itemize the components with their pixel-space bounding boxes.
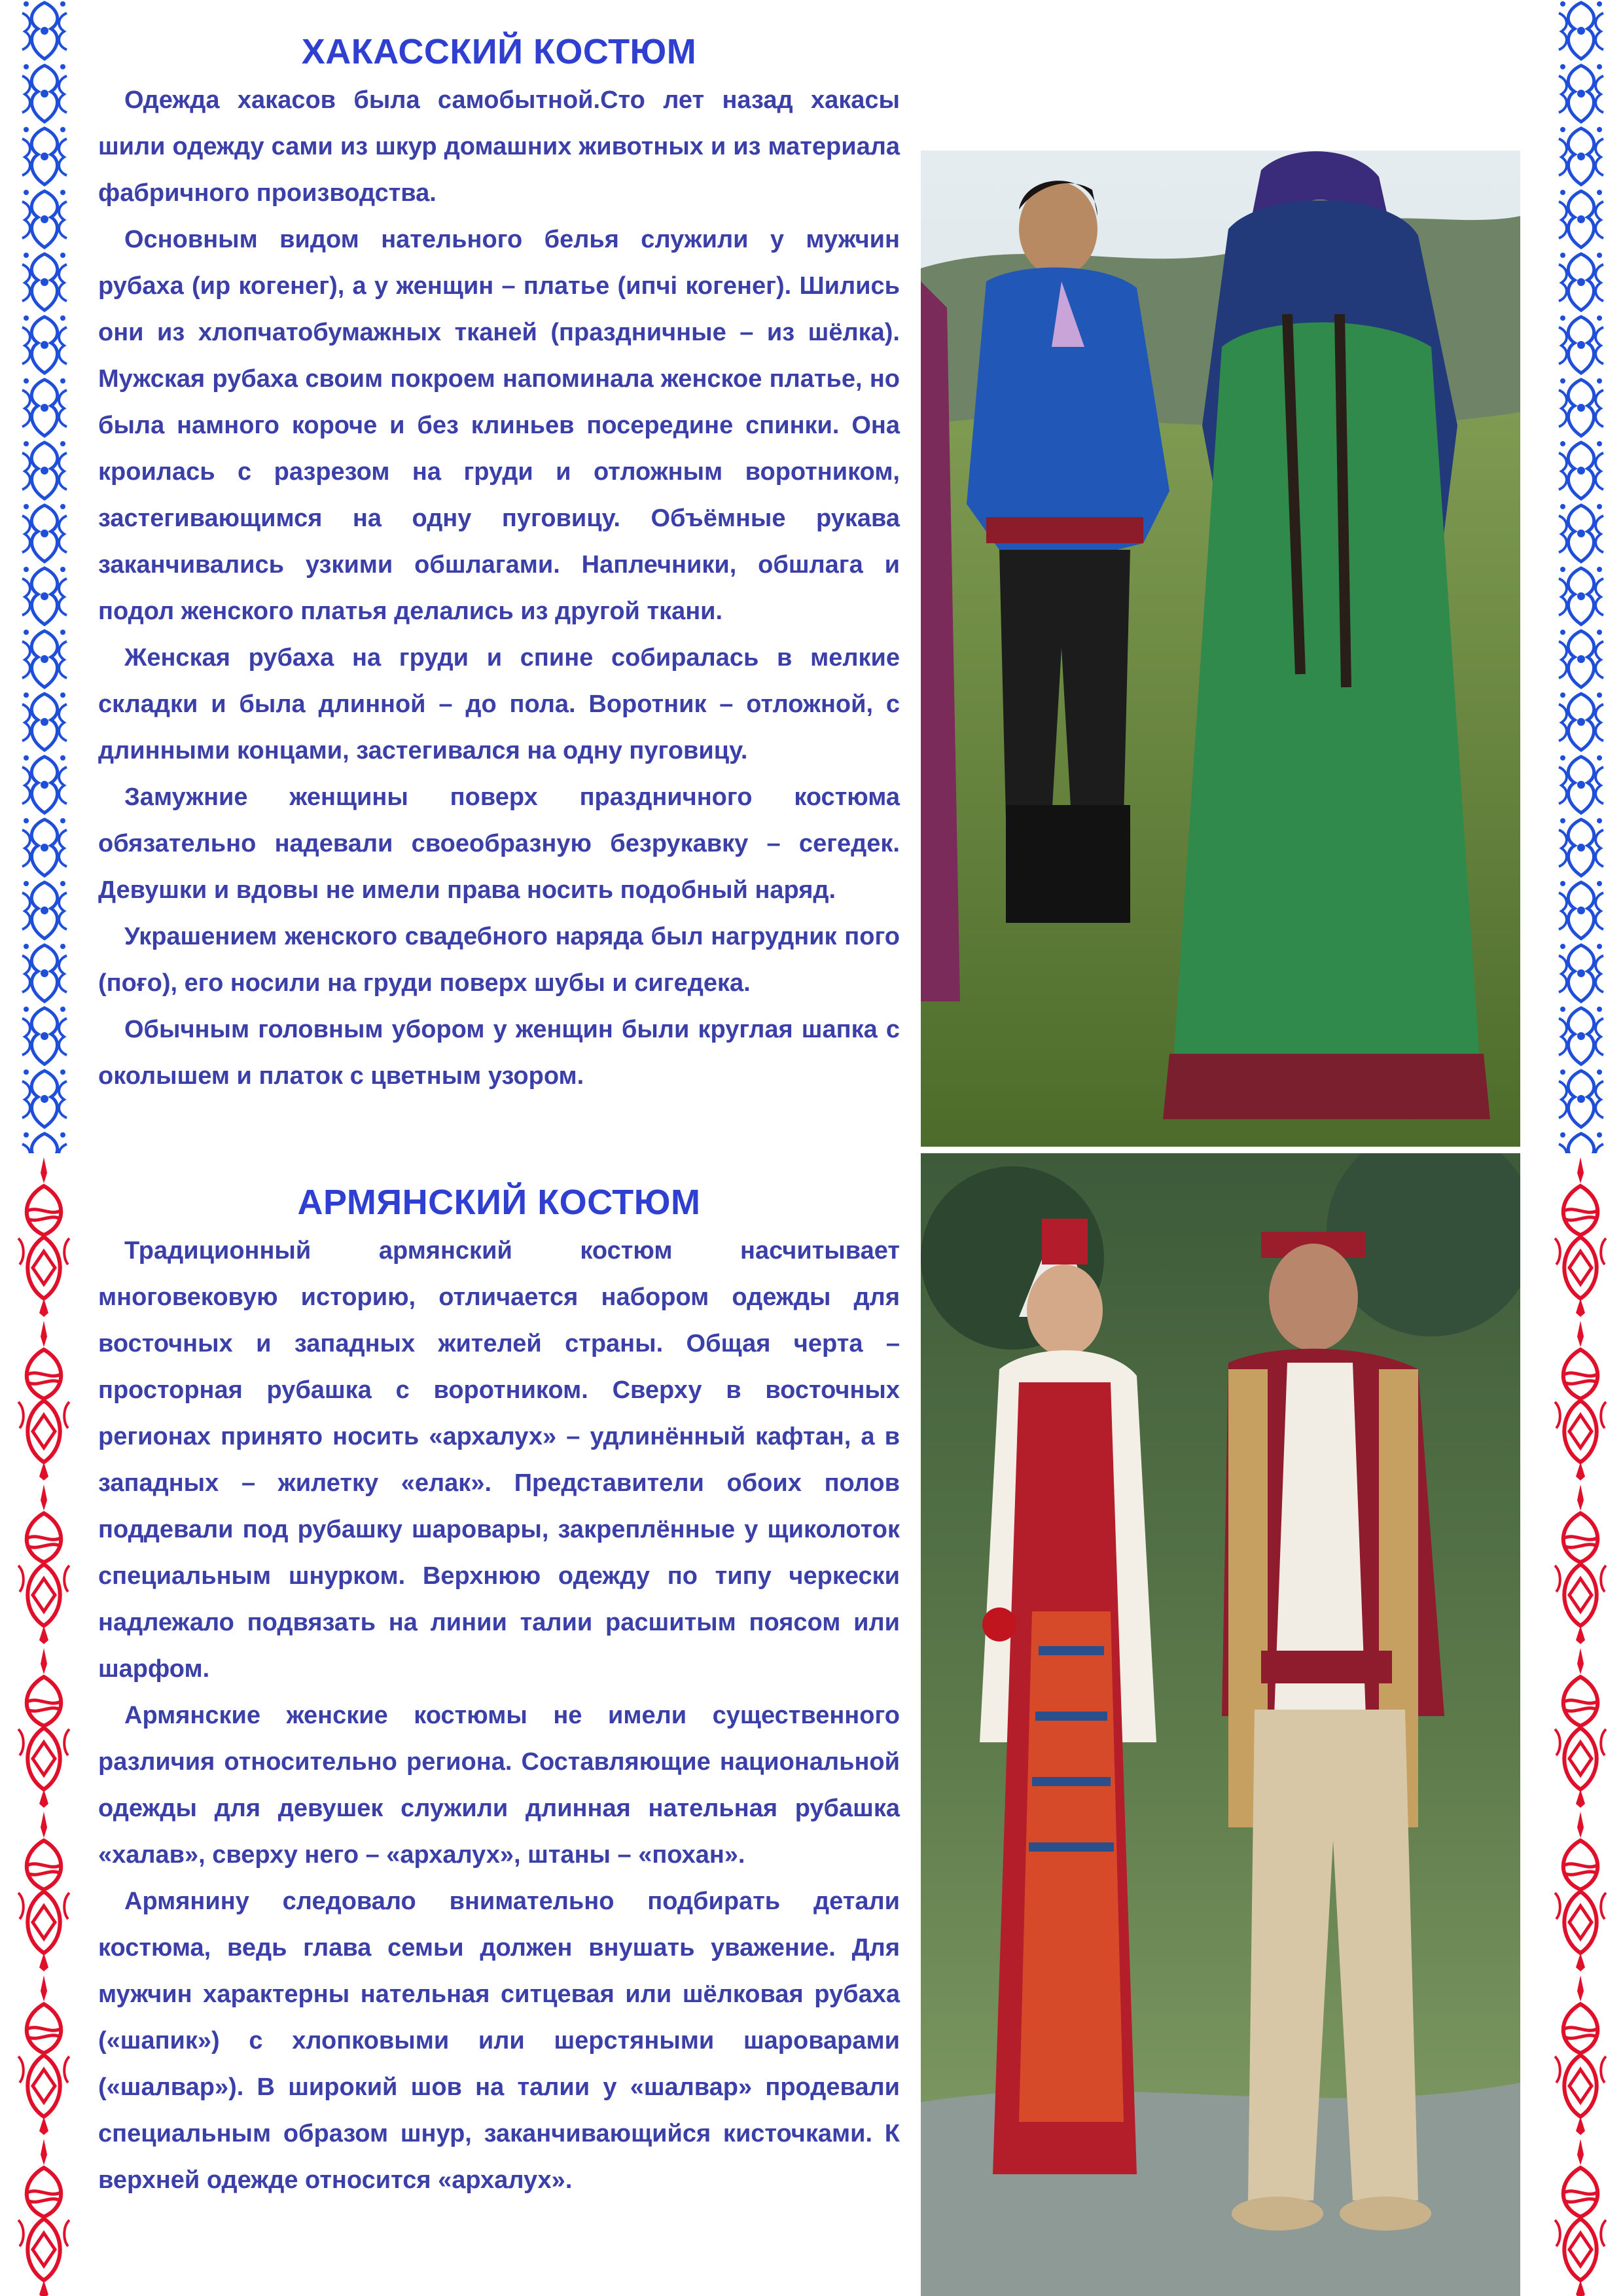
- khakas-paragraph: Женская рубаха на груди и спине собиралась в мелкие складки и была длинной – до пола. Воротник – отложной, с длинными концами, застегивался на одну пуговицу.: [98, 644, 900, 764]
- khakas-paragraph: Замужние женщины поверх праздничного костюма обязательно надевали своеобразную безрукавку – сегедек. Девушки и вдовы не имели права носить подобный наряд.: [98, 783, 900, 904]
- khakas-paragraph: Украшением женского свадебного наряда был нагрудник пого (поғо), его носили на груди поверх шубы и сигедека.: [98, 923, 900, 997]
- khakas-title: ХАКАССКИЙ КОСТЮМ: [301, 32, 697, 71]
- blue-ornament-border-right: [1555, 0, 1607, 1153]
- khakas-costume-photo: [921, 151, 1520, 1147]
- red-ornament-border-right: [1551, 1153, 1610, 2296]
- red-ornament-border-left: [14, 1153, 73, 2296]
- khakas-paragraph: Обычным головным убором у женщин были круглая шапка с околышем и платок с цветным узором.: [98, 1016, 900, 1090]
- armenian-costume-section: [98, 1182, 900, 2204]
- blue-ornament-border-left: [18, 0, 71, 1153]
- armenian-paragraph: Армянские женские костюмы не имели существенного различия относительно региона. Составляющие национальной одежды для девушек служили длинная нательная рубашка «халав», сверху него – «архалух», штаны – «похан».: [98, 1702, 900, 1869]
- armenian-paragraph: Традиционный армянский костюм насчитывает многовековую историю, отличается набором одежды для восточных и западных жителей страны. Общая черта – просторная рубашка с воротником. Сверху в восточных регионах принято носить «архалух» – удлинённый кафтан, а в западных – жилетку «елак». Представители обоих полов поддевали под рубашку шаровары, закреплённые у щиколоток специальным шнурком. Верхнюю одежду по типу черкески надлежало подвязать на линии талии расшитым поясом или шарфом.: [98, 1237, 900, 1683]
- khakas-paragraph: Одежда хакасов была самобытной.Сто лет назад хакасы шили одежду сами из шкур домашних животных и из материала фабричного производства.: [98, 86, 900, 207]
- armenian-costume-photo: [921, 1153, 1520, 2296]
- khakas-paragraph: Основным видом нательного белья служили у мужчин рубаха (ир когенег), а у женщин – платье (ипчі когенег). Шились они из хлопчатобумажных тканей (праздничные – из шёлка). Мужская рубаха своим покроем напоминала женское платье, но была намного короче и без клиньев посередине спинки. Она кроилась с разрезом на груди и отложным воротником, застегивающимся на одну пуговицу. Объёмные рукава заканчивались узкими обшлагами. Наплечники, обшлага и подол женского платья делались из другой ткани.: [98, 226, 900, 625]
- armenian-title: АРМЯНСКИЙ КОСТЮМ: [297, 1183, 701, 1222]
- armenian-paragraph: Армянину следовало внимательно подбирать детали костюма, ведь глава семьи должен внушать уважение. Для мужчин характерны нательная ситцевая или шёлковая рубаха («шапик») с хлопковыми или шерстяными шароварами («шалвар»). В широкий шов на талии у «шалвар» продевали специальным образом шнур, заканчивающийся кисточками. К верхней одежде относится «архалух».: [98, 1888, 900, 2194]
- khakas-costume-section: [98, 31, 900, 1100]
